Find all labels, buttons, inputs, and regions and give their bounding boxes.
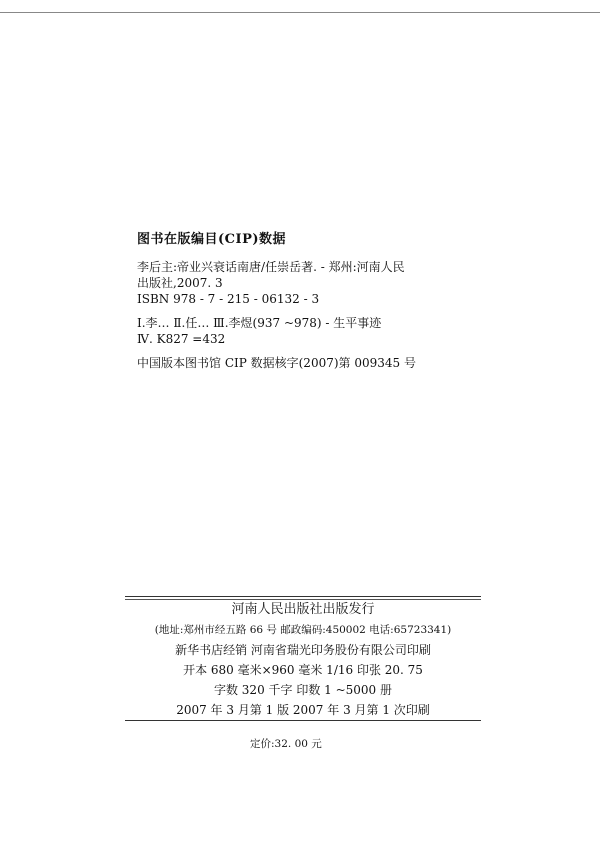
cip-line-subjects: Ⅰ.李… Ⅱ.任… Ⅲ.李煜(937 ~978) - 生平事迹 <box>137 316 382 330</box>
cip-line-publisher: 出版社,2007. 3 <box>137 276 223 290</box>
colophon-top-rule <box>125 596 481 597</box>
colophon-wordcount: 字数 320 千字 印数 1 ~5000 册 <box>213 683 393 697</box>
top-edge-rule <box>0 12 600 13</box>
cip-line-record-number: 中国版本图书馆 CIP 数据核字(2007)第 009345 号 <box>137 356 416 370</box>
colophon-block <box>125 596 481 721</box>
cip-block <box>137 228 517 371</box>
cip-line-title: 李后主:帝业兴衰话南唐/任崇岳著. - 郑州:河南人民 <box>137 260 405 274</box>
colophon-format: 开本 680 毫米×960 毫米 1/16 印张 20. 75 <box>183 663 423 677</box>
colophon-bottom-rule <box>125 720 481 721</box>
price-label: 定价:32. 00 元 <box>250 738 322 750</box>
colophon-edition: 2007 年 3 月第 1 版 2007 年 3 月第 1 次印刷 <box>176 703 430 717</box>
cip-title: 图书在版编目(CIP)数据 <box>137 232 287 247</box>
colophon-address: (地址:郑州市经五路 66 号 邮政编码:450002 电话:65723341) <box>154 624 452 636</box>
cip-line-classification: Ⅳ. K827 =432 <box>137 332 226 346</box>
colophon-distributor: 新华书店经销 河南省瑞光印务股份有限公司印刷 <box>175 643 431 657</box>
colophon-publisher: 河南人民出版社出版发行 <box>231 602 375 617</box>
cip-line-isbn: ISBN 978 - 7 - 215 - 06132 - 3 <box>137 292 320 306</box>
